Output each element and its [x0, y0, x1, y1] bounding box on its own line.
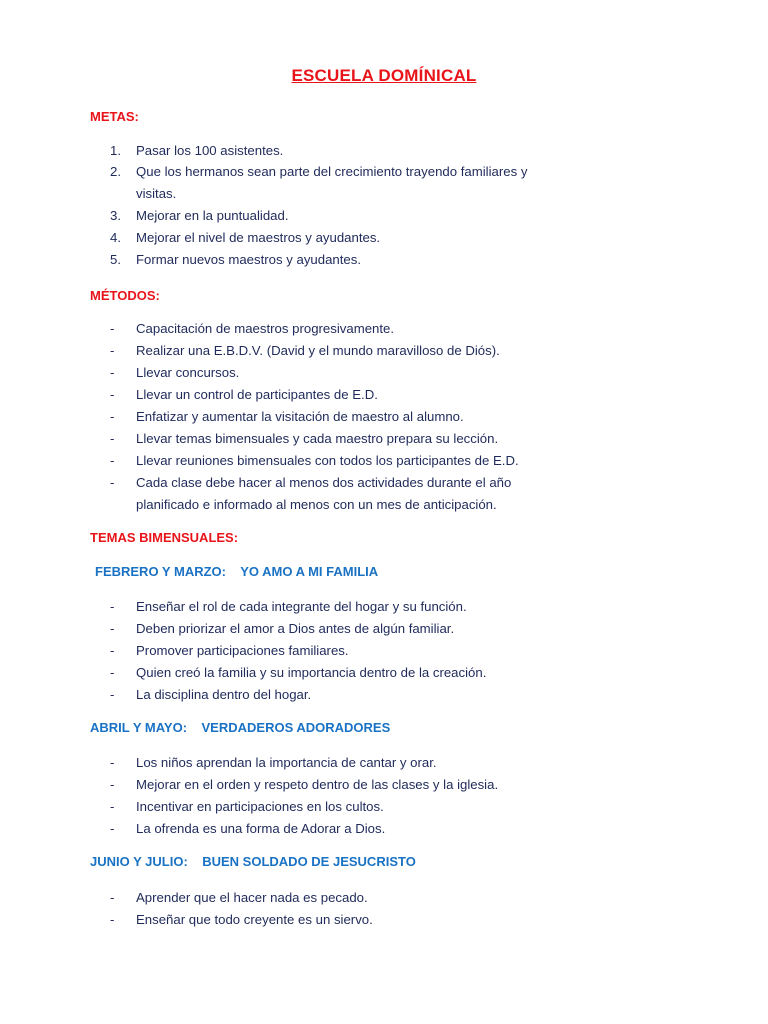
- list-item-text: Mejorar el nivel de maestros y ayudantes.: [136, 230, 381, 245]
- dash-marker: -: [110, 453, 115, 468]
- dash-marker: -: [110, 799, 115, 814]
- list-item-text: Realizar una E.B.D.V. (David y el mundo maravilloso de Diós).: [136, 343, 500, 358]
- list-item: [110, 618, 566, 640]
- list-item: [110, 249, 566, 271]
- dash-marker: -: [110, 431, 115, 446]
- document-title: ESCUELA DOMÍNICAL: [291, 66, 477, 85]
- section-period: FEBRERO Y MARZO:: [95, 564, 226, 579]
- dash-marker: -: [110, 912, 115, 927]
- section-theme: BUEN SOLDADO DE JESUCRISTO: [202, 854, 416, 869]
- list-number: 5.: [110, 252, 121, 267]
- dash-marker: -: [110, 665, 115, 680]
- list-item: [110, 384, 566, 406]
- list-item-text: Formar nuevos maestros y ayudantes.: [136, 252, 362, 267]
- list-item-text: Los niños aprendan la importancia de cantar y orar.: [136, 755, 437, 770]
- list-item-text: Que los hermanos sean parte del crecimiento trayendo familiares y visitas.: [136, 164, 528, 201]
- list-item: [110, 406, 566, 428]
- section-heading: [95, 564, 378, 579]
- list-item-text: Promover participaciones familiares.: [136, 643, 349, 658]
- list-number: 1.: [110, 143, 121, 158]
- list-item-text: Pasar los 100 asistentes.: [136, 143, 284, 158]
- list-number: 3.: [110, 208, 121, 223]
- list-item-text: La ofrenda es una forma de Adorar a Dios.: [136, 821, 386, 836]
- list-item-text: Aprender que el hacer nada es pecado.: [136, 890, 368, 905]
- metodos-heading: MÉTODOS:: [90, 288, 160, 303]
- list-item: [110, 640, 566, 662]
- section-heading: [90, 720, 390, 735]
- list-item: [110, 684, 566, 706]
- list-item-text: Llevar temas bimensuales y cada maestro prepara su lección.: [136, 431, 499, 446]
- list-item-text: Mejorar en el orden y respeto dentro de las clases y la iglesia.: [136, 777, 499, 792]
- list-item-text: Cada clase debe hacer al menos dos actividades durante el año planificado e informado al menos con un mes de anticipación.: [136, 475, 512, 512]
- list-item: [110, 428, 566, 450]
- dash-marker: -: [110, 687, 115, 702]
- list-item-text: Quien creó la familia y su importancia dentro de la creación.: [136, 665, 487, 680]
- list-item-text: Llevar concursos.: [136, 365, 240, 380]
- list-item: [110, 318, 566, 340]
- list-item: [110, 450, 566, 472]
- temas-heading: TEMAS BIMENSUALES:: [90, 530, 239, 545]
- list-item: [110, 596, 566, 618]
- section-theme: VERDADEROS ADORADORES: [201, 720, 391, 735]
- list-item: [110, 662, 566, 684]
- list-item: [110, 796, 566, 818]
- list-item: [110, 472, 566, 516]
- dash-marker: -: [110, 755, 115, 770]
- list-item-text: La disciplina dentro del hogar.: [136, 687, 312, 702]
- list-item: [110, 161, 566, 205]
- dash-marker: -: [110, 599, 115, 614]
- list-item-text: Deben priorizar el amor a Dios antes de algún familiar.: [136, 621, 455, 636]
- list-item-text: Enseñar que todo creyente es un siervo.: [136, 912, 373, 927]
- metas-heading: METAS:: [90, 109, 139, 124]
- list-item: [110, 205, 566, 227]
- dash-marker: -: [110, 387, 115, 402]
- list-item: [110, 140, 566, 162]
- dash-marker: -: [110, 643, 115, 658]
- section-heading: [90, 854, 416, 869]
- section-theme: YO AMO A MI FAMILIA: [240, 564, 379, 579]
- dash-marker: -: [110, 365, 115, 380]
- dash-marker: -: [110, 475, 115, 490]
- list-item: [110, 227, 566, 249]
- dash-marker: -: [110, 821, 115, 836]
- list-item: [110, 752, 566, 774]
- dash-marker: -: [110, 777, 115, 792]
- list-item: [110, 909, 566, 931]
- list-item-text: Mejorar en la puntualidad.: [136, 208, 289, 223]
- list-item-text: Enfatizar y aumentar la visitación de maestro al alumno.: [136, 409, 464, 424]
- list-item: [110, 362, 566, 384]
- dash-marker: -: [110, 343, 115, 358]
- list-item-text: Llevar reuniones bimensuales con todos los participantes de E.D.: [136, 453, 519, 468]
- dash-marker: -: [110, 890, 115, 905]
- list-item-text: Incentivar en participaciones en los cultos.: [136, 799, 384, 814]
- list-number: 2.: [110, 164, 121, 179]
- list-item-text: Enseñar el rol de cada integrante del hogar y su función.: [136, 599, 467, 614]
- list-item-text: Llevar un control de participantes de E.D.: [136, 387, 378, 402]
- list-item: [110, 818, 566, 840]
- dash-marker: -: [110, 621, 115, 636]
- list-item: [110, 340, 566, 362]
- list-number: 4.: [110, 230, 121, 245]
- dash-marker: -: [110, 409, 115, 424]
- section-period: ABRIL Y MAYO:: [90, 720, 188, 735]
- list-item: [110, 774, 566, 796]
- dash-marker: -: [110, 321, 115, 336]
- list-item: [110, 887, 566, 909]
- section-period: JUNIO Y JULIO:: [90, 854, 188, 869]
- list-item-text: Capacitación de maestros progresivamente.: [136, 321, 395, 336]
